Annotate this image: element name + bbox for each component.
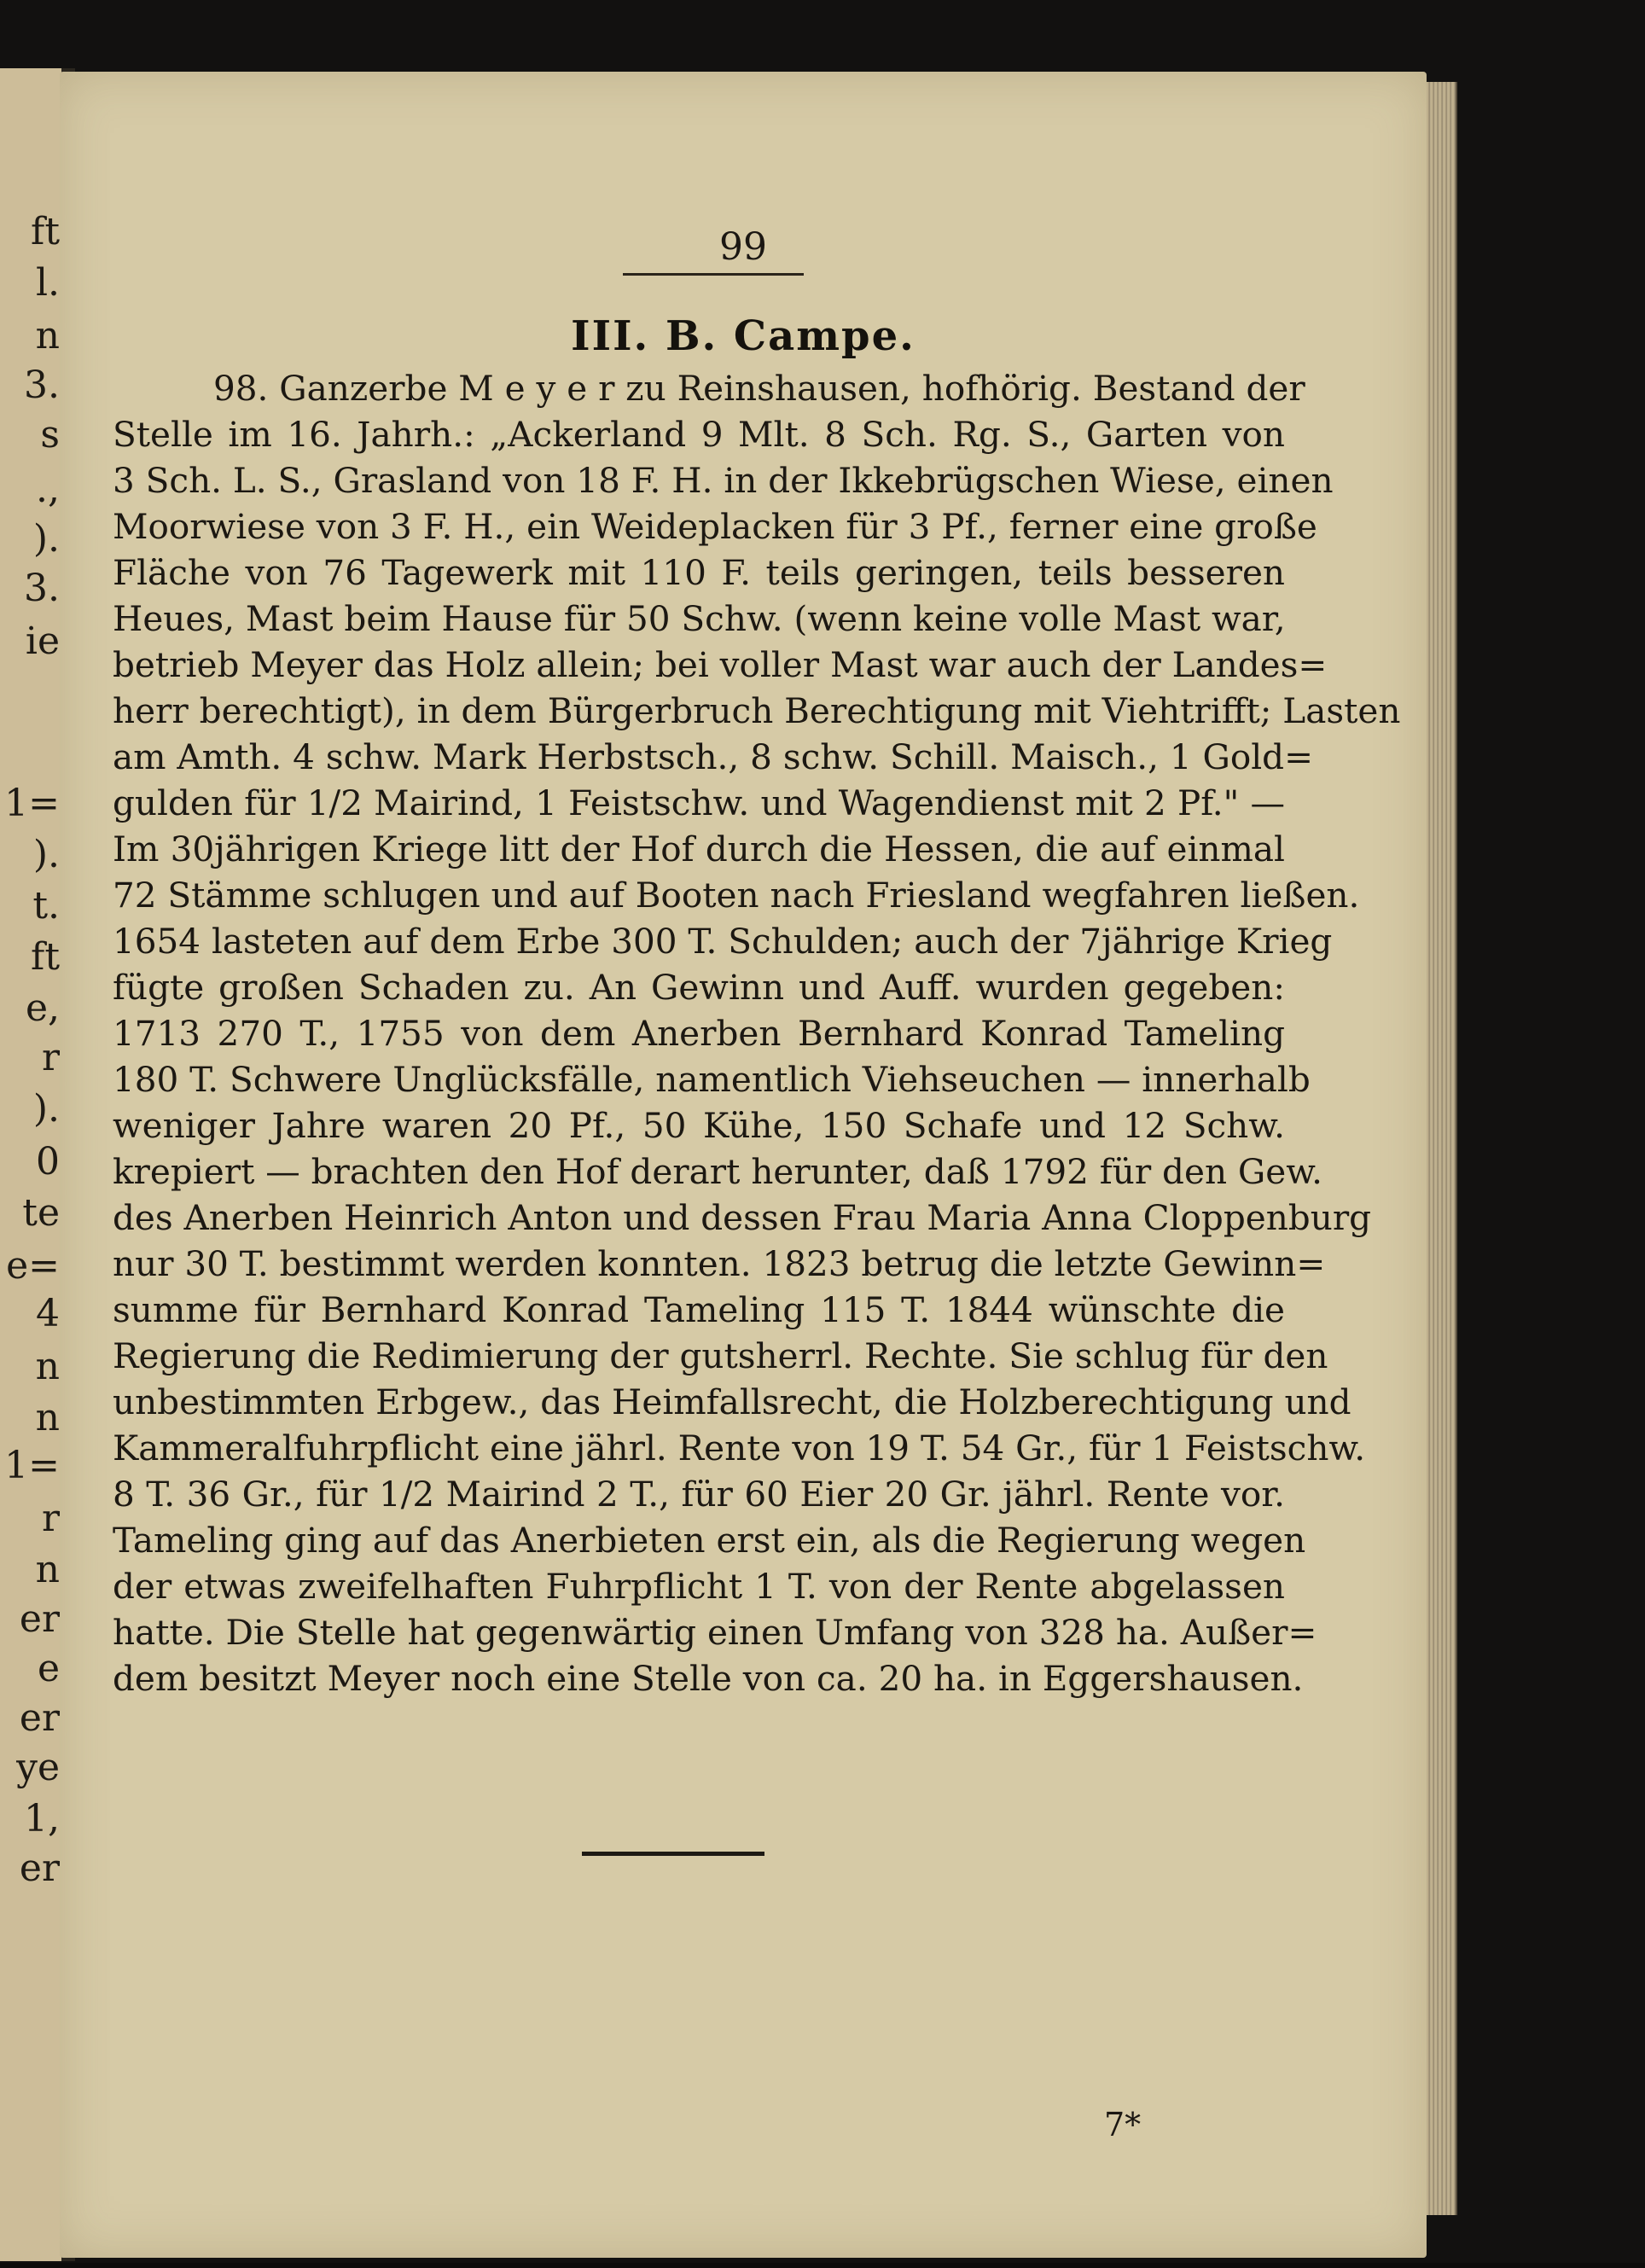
text-line: krepiert — brachten den Hof derart herunter, daß 1792 für den Gew.: [113, 1151, 1322, 1192]
facing-page-text-fragment: ft: [31, 210, 60, 253]
text-line: dem besitzt Meyer noch eine Stelle von ca. 20 ha. in Eggershausen.: [113, 1658, 1304, 1699]
text-line: gulden für 1/2 Mairind, 1 Feistschw. und Wagendienst mit 2 Pf." —: [113, 782, 1285, 823]
facing-page-text-fragment: ).: [32, 833, 60, 876]
facing-page-text-fragment: ye: [16, 1746, 60, 1789]
facing-page-text-fragment: r: [41, 1497, 60, 1540]
section-heading: III. B. Campe.: [571, 312, 916, 360]
facing-page-text-fragment: t.: [32, 884, 60, 928]
text-line: herr berechtigt), in dem Bürgerbruch Berechtigung mit Viehtrifft; Lasten: [113, 690, 1401, 731]
facing-page-text-fragment: er: [19, 1597, 60, 1641]
text-line: Kammeralfuhrpflicht eine jährl. Rente von 19 T. 54 Gr., für 1 Feistschw.: [113, 1428, 1366, 1468]
text-line: weniger Jahre waren 20 Pf., 50 Kühe, 150 Schafe und 12 Schw.: [113, 1105, 1285, 1146]
facing-page-fragment: [0, 68, 63, 2261]
body-text: [113, 365, 1401, 1701]
end-rule: [582, 1852, 764, 1856]
text-line: Moorwiese von 3 F. H., ein Weideplacken für 3 Pf., ferner eine große: [113, 506, 1317, 547]
facing-page-text-fragment: 3.: [24, 567, 60, 610]
text-line: 8 T. 36 Gr., für 1/2 Mairind 2 T., für 60 Eier 20 Gr. jährl. Rente vor.: [113, 1474, 1285, 1515]
text-line: 1654 lasteten auf dem Erbe 300 T. Schulden; auch der 7jährige Krieg: [113, 921, 1333, 962]
facing-page-text-fragment: ft: [31, 935, 60, 979]
facing-page-text-fragment: 3.: [24, 363, 60, 407]
facing-page-text-fragment: e,: [25, 986, 60, 1030]
text-line: hatte. Die Stelle hat gegenwärtig einen Umfang von 328 ha. Außer=: [113, 1612, 1317, 1653]
text-line: nur 30 T. bestimmt werden konnten. 1823 betrug die letzte Gewinn=: [113, 1243, 1326, 1284]
text-line: fügte großen Schaden zu. An Gewinn und Auff. wurden gegeben:: [113, 967, 1285, 1008]
facing-page-text-fragment: n: [35, 1548, 60, 1591]
facing-page-text-fragment: ).: [32, 1087, 60, 1131]
bottom-band: [0, 2263, 1645, 2268]
facing-page-text-fragment: l.: [35, 261, 60, 305]
text-line: Im 30jährigen Kriege litt der Hof durch die Hessen, die auf einmal: [113, 829, 1285, 869]
text-line: 72 Stämme schlugen und auf Booten nach Friesland wegfahren ließen.: [113, 875, 1360, 916]
text-line: Stelle im 16. Jahrh.: „Ackerland 9 Mlt. 8 Sch. Rg. S., Garten von: [113, 414, 1285, 455]
text-line: 180 T. Schwere Unglücksfälle, namentlich Viehseuchen — innerhalb: [113, 1059, 1311, 1100]
facing-page-text-fragment: ).: [32, 517, 60, 561]
facing-page-text-fragment: 1=: [4, 782, 60, 825]
facing-page-text-fragment: r: [41, 1036, 60, 1079]
signature-mark: 7*: [1104, 2106, 1142, 2143]
facing-page-text-fragment: .,: [36, 468, 60, 511]
facing-page-text-fragment: 4: [36, 1292, 60, 1335]
text-line: 3 Sch. L. S., Grasland von 18 F. H. in der Ikkebrügschen Wiese, einen: [113, 460, 1334, 501]
text-line: summe für Bernhard Konrad Tameling 115 T. 1844 wünschte die: [113, 1289, 1285, 1330]
text-line: Fläche von 76 Tagewerk mit 110 F. teils geringen, teils besseren: [113, 552, 1285, 593]
book-page: [60, 72, 1427, 2258]
text-line: 1713 270 T., 1755 von dem Anerben Bernhard Konrad Tameling: [113, 1013, 1285, 1054]
facing-page-text-fragment: s: [40, 413, 60, 457]
facing-page-text-fragment: 1=: [4, 1444, 60, 1487]
text-line: der etwas zweifelhaften Fuhrpflicht 1 T. von der Rente abgelassen: [113, 1566, 1285, 1607]
page-number: 99: [719, 225, 767, 269]
text-line: Heues, Mast beim Hause für 50 Schw. (wenn keine volle Mast war,: [113, 598, 1286, 639]
facing-page-text-fragment: n: [35, 1345, 60, 1388]
text-line: Regierung die Redimierung der gutsherrl. Rechte. Sie schlug für den: [113, 1335, 1328, 1376]
text-line: des Anerben Heinrich Anton und dessen Frau Maria Anna Cloppenburg: [113, 1197, 1372, 1238]
text-line: Tameling ging auf das Anerbieten erst ein, als die Regierung wegen: [113, 1520, 1306, 1561]
text-line: 98. Ganzerbe M e y e r zu Reinshausen, hofhörig. Bestand der: [213, 368, 1305, 409]
text-line: betrieb Meyer das Holz allein; bei voller Mast war auch der Landes=: [113, 644, 1328, 685]
text-line: unbestimmten Erbgew., das Heimfallsrecht, die Holzberechtigung und: [113, 1381, 1351, 1422]
facing-page-text-fragment: 1,: [24, 1797, 60, 1841]
facing-page-text-fragment: n: [35, 1396, 60, 1439]
page-edges: [1427, 82, 1457, 2215]
facing-page-text-fragment: te: [22, 1191, 60, 1235]
page-number-rule: [623, 273, 804, 276]
facing-page-text-fragment: e=: [6, 1244, 60, 1288]
facing-page-text-fragment: ie: [25, 619, 60, 663]
text-line: am Amth. 4 schw. Mark Herbstsch., 8 schw. Schill. Maisch., 1 Gold=: [113, 736, 1314, 777]
facing-page-text-fragment: n: [35, 314, 60, 358]
facing-page-text-fragment: er: [19, 1846, 60, 1890]
facing-page-text-fragment: 0: [36, 1140, 60, 1183]
facing-page-text-fragment: er: [19, 1696, 60, 1740]
facing-page-text-fragment: e: [37, 1647, 60, 1690]
